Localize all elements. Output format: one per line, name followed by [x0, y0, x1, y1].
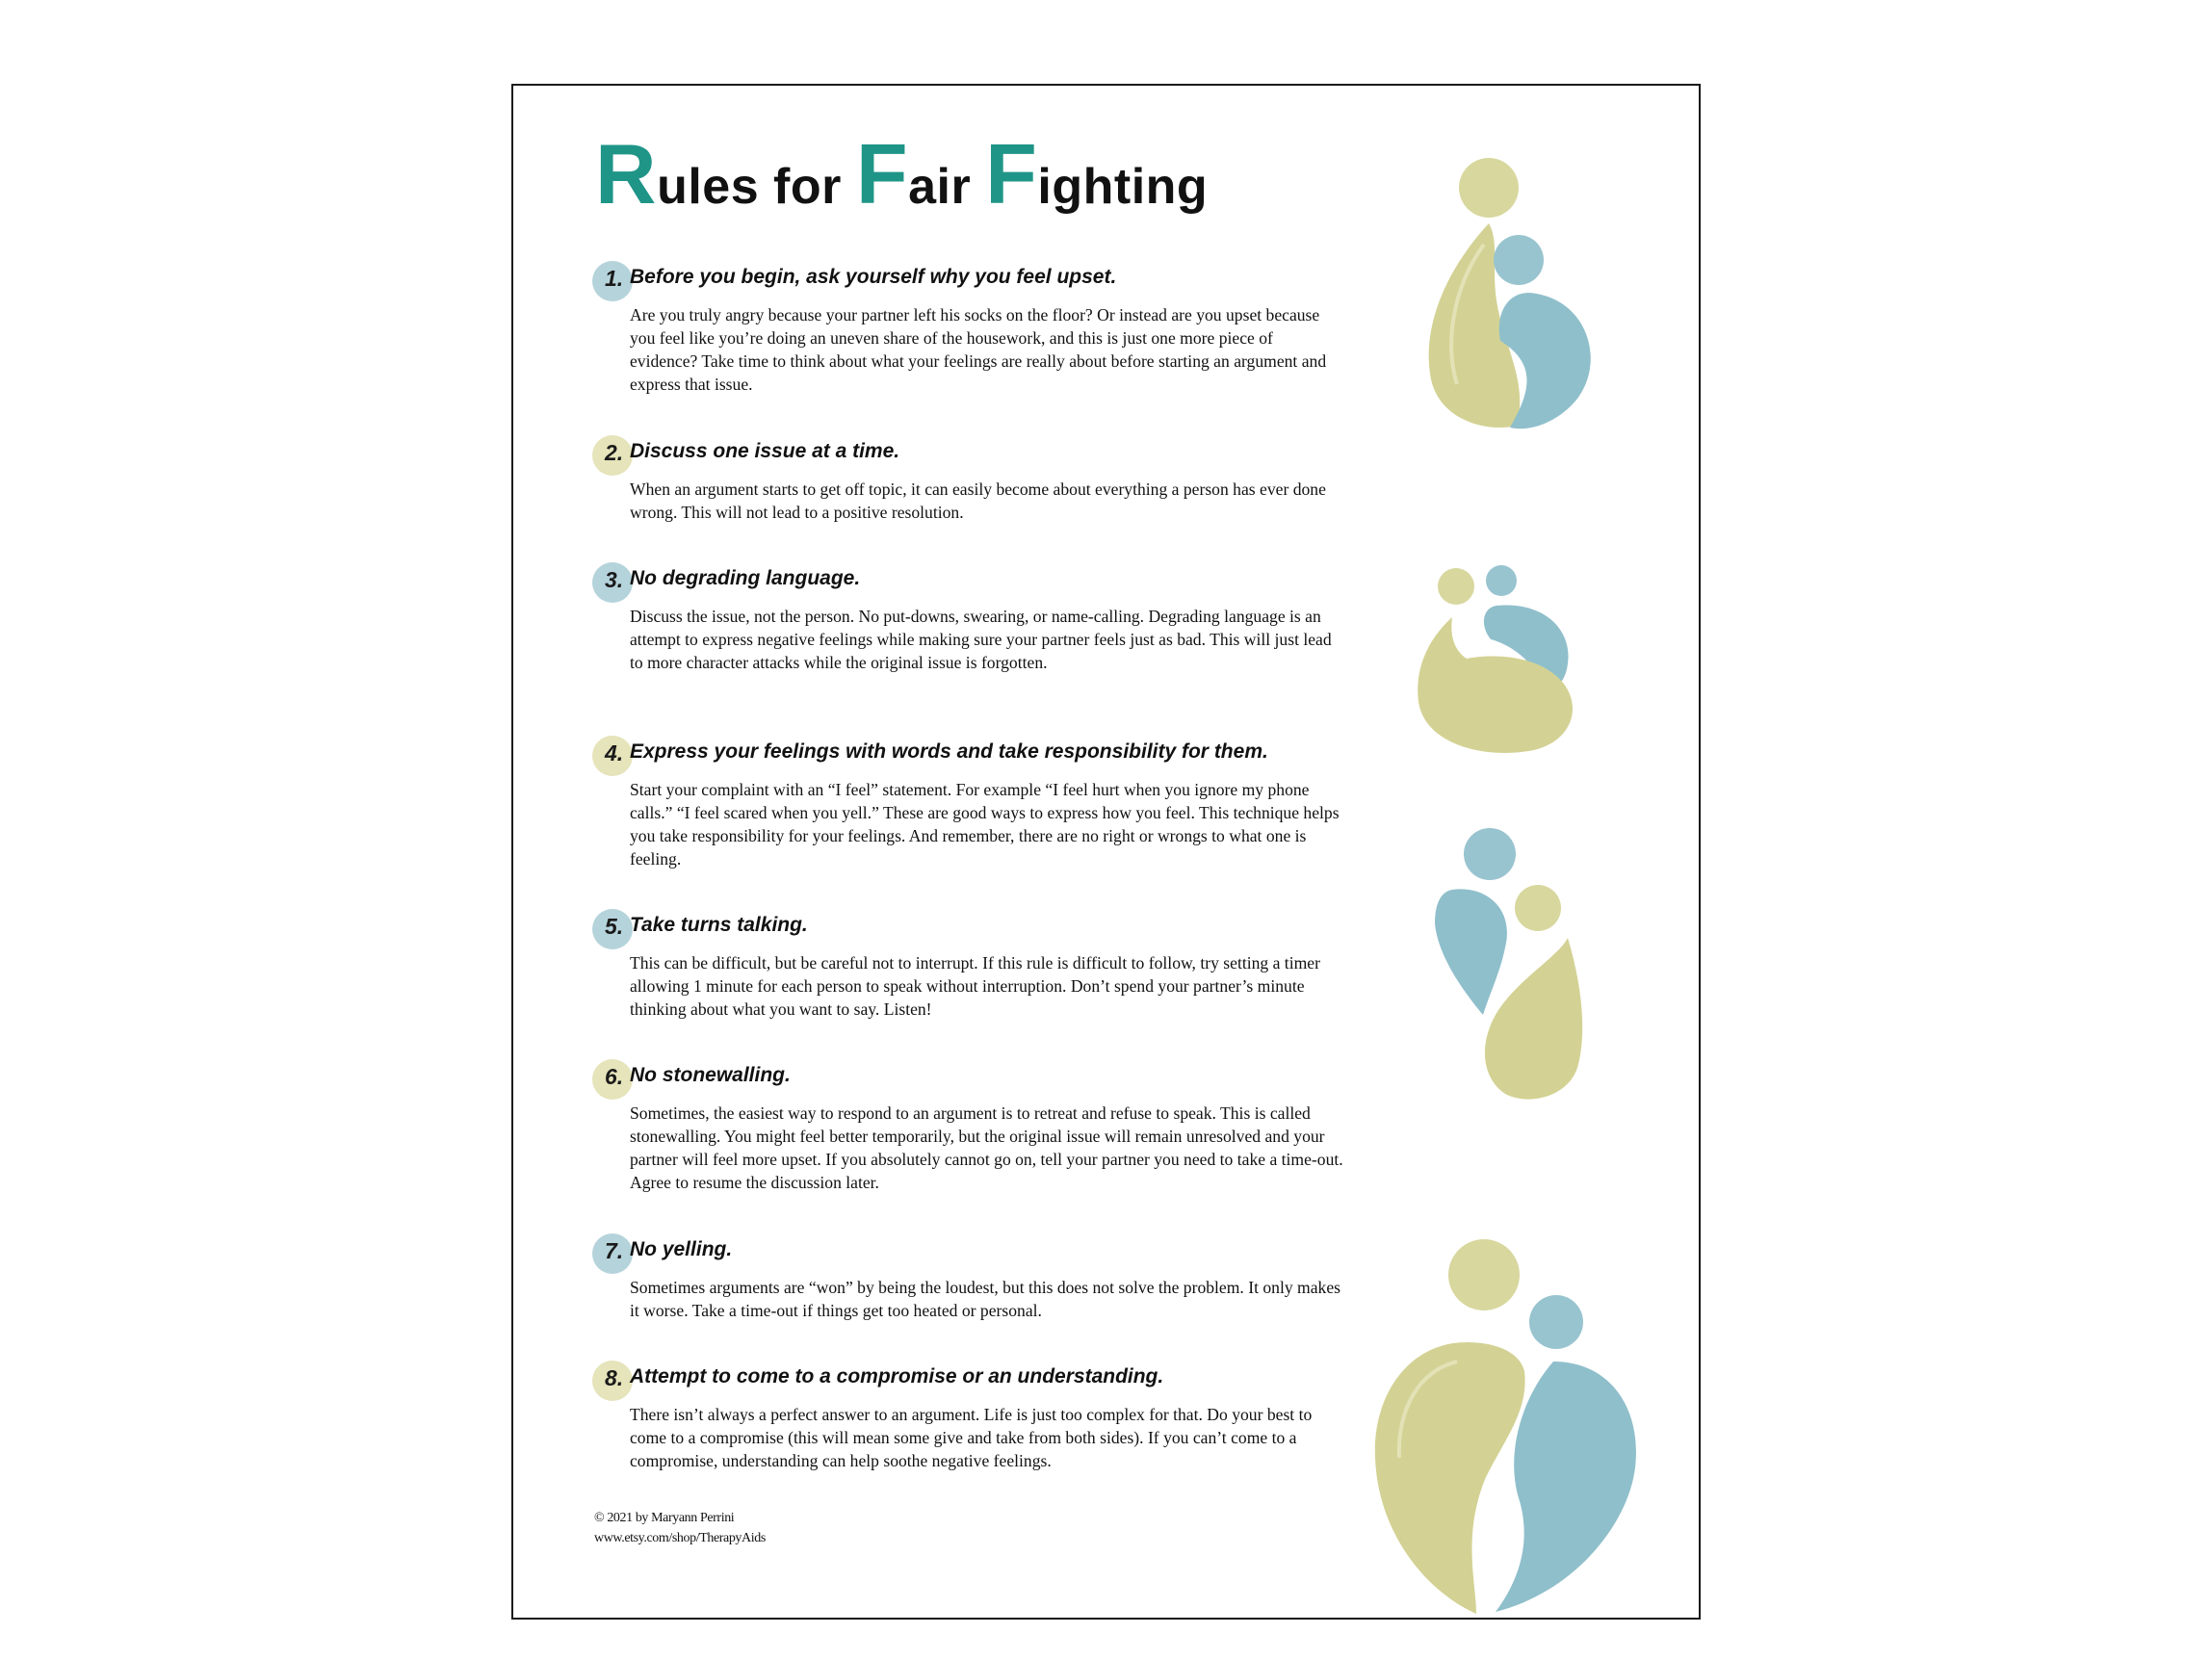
rule-body: Sometimes, the easiest way to respond to an argument is to retreat and refuse to speak. This is called stonewalling. You might feel better temporarily, but the original issue will remain unresolved and your partner will feel more upset. If you absolutely cannot go on, tell your partner you need to take a time-out. Agree to resume the discussion later.	[630, 1103, 1343, 1192]
rule-heading: No yelling.	[630, 1238, 733, 1260]
rule-number: 8.	[605, 1365, 624, 1390]
shop-url: www.etsy.com/shop/TherapyAids	[594, 1531, 766, 1545]
couple-embrace-icon	[1394, 548, 1616, 779]
rule-item	[592, 261, 1343, 396]
rule-heading: Attempt to come to a compromise or an understanding.	[630, 1365, 1164, 1388]
rule-number: 2.	[605, 440, 624, 465]
rule-heading: No degrading language.	[630, 567, 861, 589]
rule-body: Start your complaint with an “I feel” statement. For example “I feel hurt when you ignore my phone calls.” “I feel scared when you yell.” These are good ways to express how you feel. This technique helps you take responsibility for your feelings. And remember, there are no right or wrongs to what one is feeling.	[630, 780, 1340, 869]
title-text: ules for	[657, 159, 856, 215]
handout-page	[511, 84, 1701, 1620]
rule-number: 1.	[605, 266, 624, 291]
rule-item	[592, 1361, 1343, 1472]
rule-item	[592, 736, 1343, 870]
rule-heading: Discuss one issue at a time.	[630, 440, 900, 462]
title-letter-f: F	[855, 126, 909, 221]
rule-item	[592, 1233, 1343, 1322]
couple-figure-icon	[1385, 148, 1635, 437]
rule-body: Are you truly angry because your partner left his socks on the floor? Or instead are you upset because you feel like you’re doing an uneven share of the housework, and this is just one more piece of evidence? Take time to think about what your feelings are really about before starting an argument and express that issue.	[630, 305, 1327, 394]
rule-heading: Before you begin, ask yourself why you feel upset.	[630, 266, 1117, 288]
title-letter-f: F	[985, 126, 1038, 221]
rule-item	[592, 1059, 1343, 1194]
rule-body: Sometimes arguments are “won” by being the loudest, but this does not solve the problem. It only makes it worse. Take a time-out if things get too heated or personal.	[630, 1278, 1340, 1320]
title-text: ighting	[1037, 159, 1209, 215]
rule-number: 5.	[605, 914, 624, 939]
rule-body: This can be difficult, but be careful not to interrupt. If this rule is difficult to follow, try setting a timer allowing 1 minute for each person to speak without interruption. Don’t spend your partner’s minute thinking about what you want to say. Listen!	[630, 953, 1320, 1019]
couple-figure-icon	[1361, 1217, 1650, 1641]
rule-number: 7.	[605, 1238, 624, 1263]
copyright-text: © 2021 by Maryann Perrini	[594, 1511, 735, 1525]
rule-heading: No stonewalling.	[630, 1064, 791, 1086]
rule-number: 6.	[605, 1064, 624, 1089]
rule-body: Discuss the issue, not the person. No put-downs, swearing, or name-calling. Degrading language is an attempt to express negative feelings while making sure your partner feels just as bad. This will just lead to more character attacks while the original issue is forgotten.	[630, 607, 1332, 672]
rule-item	[592, 562, 1343, 674]
rule-heading: Express your feelings with words and take responsibility for them.	[630, 740, 1268, 763]
title-letter-r: R	[595, 126, 658, 221]
rule-number: 4.	[605, 740, 624, 765]
rule-body: When an argument starts to get off topic, it can easily become about everything a person has ever done wrong. This will not lead to a positive resolution.	[630, 480, 1326, 522]
rule-heading: Take turns talking.	[630, 914, 808, 936]
page-title	[595, 126, 1209, 221]
rule-number: 3.	[605, 567, 624, 592]
rule-body: There isn’t always a perfect answer to an argument. Life is just too complex for that. Do your best to come to a compromise (this will mean some give and take from both sides). If you can’t come to a compromise, understanding can help soothe negative feelings.	[630, 1405, 1313, 1470]
title-text: air	[908, 159, 986, 215]
rule-item	[592, 909, 1343, 1021]
rule-item	[592, 435, 1343, 524]
couple-standing-icon	[1414, 822, 1606, 1111]
footer-credit	[594, 1508, 766, 1548]
